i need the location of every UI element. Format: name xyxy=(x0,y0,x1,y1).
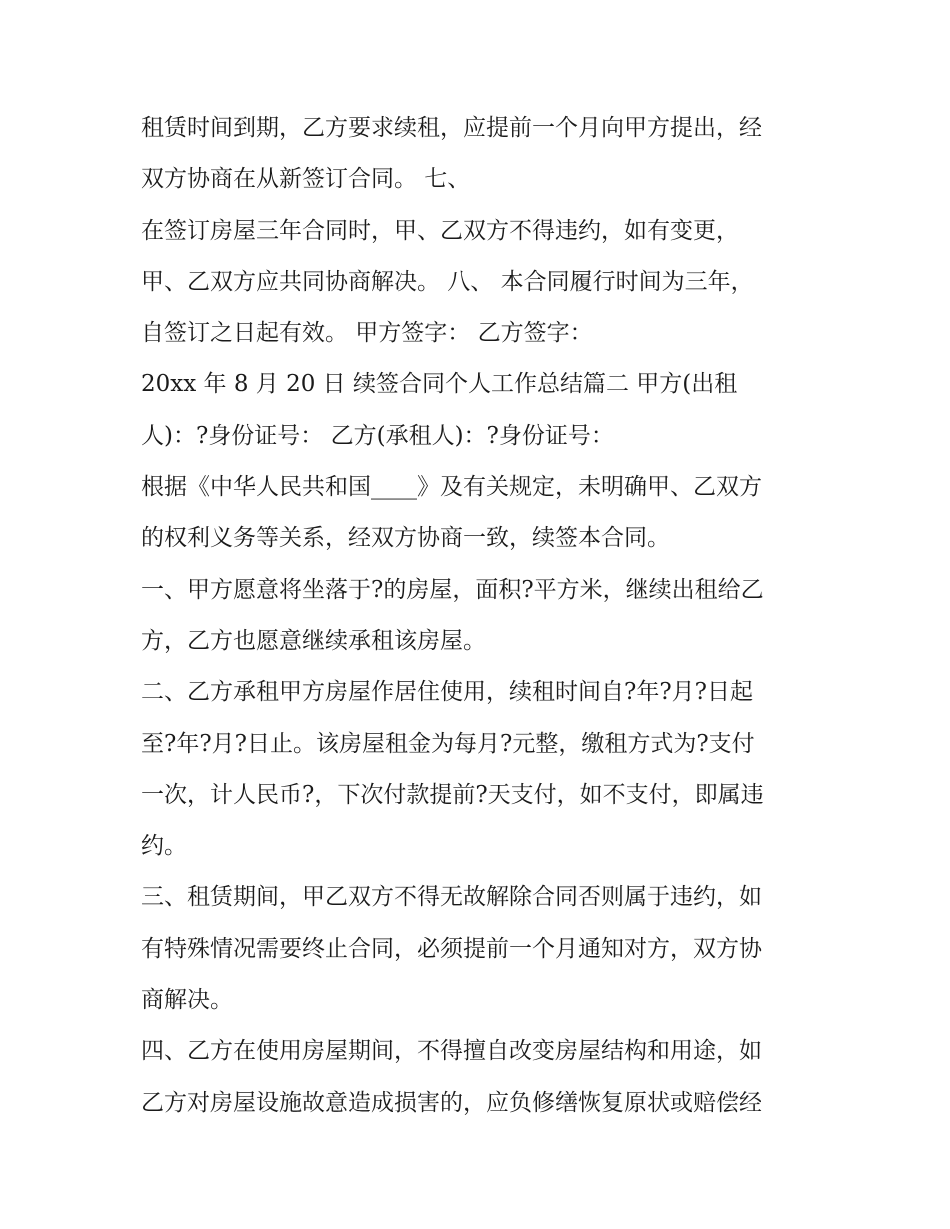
contract-text xyxy=(141,103,821,1129)
text-line: 商解决。 xyxy=(141,987,233,1014)
text-line: 方，乙方也愿意继续承租该房屋。 xyxy=(141,627,486,654)
text-line: 在签订房屋三年合同时，甲、乙双方不得违约，如有变更， xyxy=(141,217,739,244)
text-line: 约。 xyxy=(141,833,187,860)
text-line: 甲、乙双方应共同协商解决。 八、 本合同履行时间为三年， xyxy=(141,268,754,295)
text-line: 三、租赁期间，甲乙双方不得无故解除合同否则属于违约，如 xyxy=(141,884,762,911)
text-line: 双方协商在从新签订合同。 七、 xyxy=(141,166,471,193)
text-line: 二、乙方承租甲方房屋作居住使用，续租时间自?年?月?日起 xyxy=(141,679,753,706)
text-line: 根据《中华人民共和国____》及有关规定，未明确甲、乙双方 xyxy=(141,474,762,501)
text-line: 人)：?身份证号： 乙方(承租人)：?身份证号： xyxy=(141,422,614,449)
text-line: 20xx 年 8 月 20 日 续签合同个人工作总结篇二 甲方(出租 xyxy=(141,371,738,398)
text-line: 四、乙方在使用房屋期间，不得擅自改变房屋结构和用途，如 xyxy=(141,1038,762,1065)
text-line: 乙方对房屋设施故意造成损害的，应负修缮恢复原状或赔偿经 xyxy=(141,1089,762,1116)
text-line: 有特殊情况需要终止合同，必须提前一个月通知对方，双方协 xyxy=(141,935,762,962)
text-line: 至?年?月?日止。该房屋租金为每月?元整，缴租方式为?支付 xyxy=(141,730,755,757)
text-line: 一、甲方愿意将坐落于?的房屋，面积?平方米，继续出租给乙 xyxy=(141,576,764,603)
text-line: 一次，计人民币?，下次付款提前?天支付，如不支付，即属违 xyxy=(141,781,764,808)
text-line: 租赁时间到期，乙方要求续租，应提前一个月向甲方提出，经 xyxy=(141,115,762,141)
text-line: 的权利义务等关系，经双方协商一致，续签本合同。 xyxy=(141,525,670,552)
text-line: 自签订之日起有效。 甲方签字： 乙方签字： xyxy=(141,320,593,347)
